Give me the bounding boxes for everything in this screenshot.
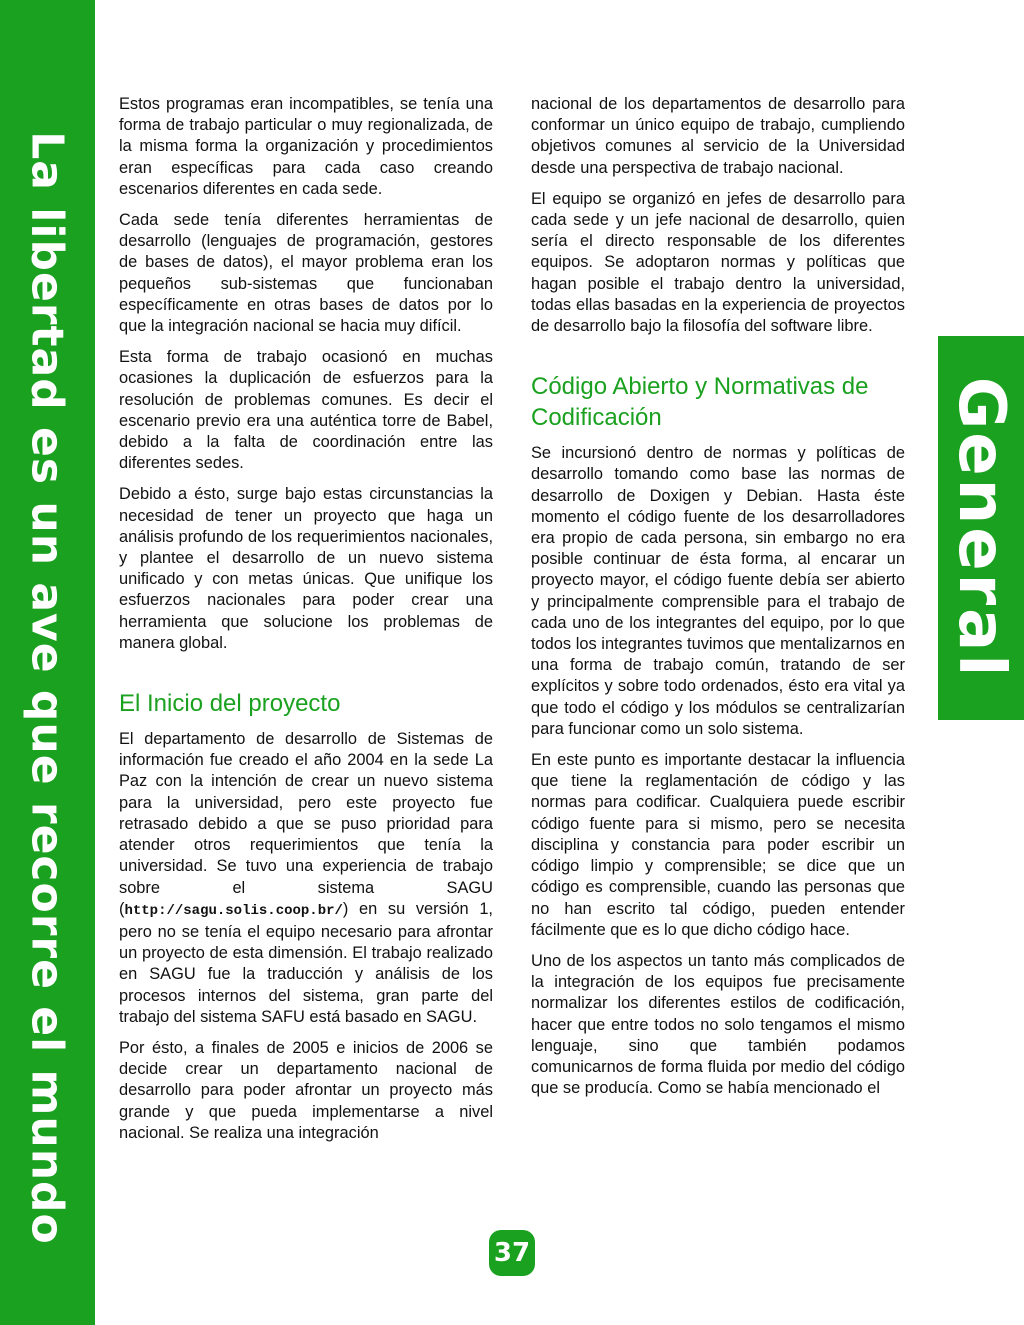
paragraph: El equipo se organizó en jefes de desarrollo para cada sede y un jefe nacional de desarrollo, quien sería el directo responsable de los diferentes equipos. Se adoptaron normas y políticas que hagan posible el trabajo dentro la universidad, todas ellas basadas en la experiencia de proyectos de desarrollo bajo la filosofía del software libre. (531, 189, 905, 336)
section-heading: El Inicio del proyecto (119, 690, 341, 718)
left-column (119, 94, 493, 1154)
section-tab (938, 336, 1024, 720)
sidebar-motto: La libertad es un ave que recorre el mundo (21, 131, 73, 1245)
left-sidebar-band (0, 0, 95, 1325)
right-column (531, 94, 905, 1109)
paragraph: Esta forma de trabajo ocasionó en muchas ocasiones la duplicación de esfuerzos para la resolución de problemas comunes. Es decir el escenario previo era una auténtica torre de Babel, debido a la falta de coordinación entre las diferentes sedes. (119, 348, 493, 473)
paragraph: Uno de los aspectos un tanto más complicados de la integración de los equipos fue precisamente normalizar los diferentes estilos de codificación, hacer que entre todos no solo tengamos el mismo lenguaje, sino que también podamos comunicarnos de forma fluida por medio del código que se producía. Como se había mencionado el (531, 951, 905, 1098)
paragraph: Por ésto, a finales de 2005 e inicios de 2006 se decide crear un departamento nacional de desarrollo para poder afrontar un proyecto más grande y que pueda implementarse a nivel nacional. Se realiza una integración (119, 1038, 493, 1142)
paragraph: Se incursionó dentro de normas y políticas de desarrollo tomando como base las normas de desarrollo de Doxigen y Debian. Hasta éste momento el código fuente de los desarrolladores era propio de cada persona, sin embargo no era posible continuar de ésta forma, al encarar un proyecto mayor, el código fuente debía ser abierto y principalmente comprensible para el trabajo de cada uno de los integrantes del equipo, por lo que todos los integrantes tuvimos que mentalizarnos en una forma de trabajo común, tratando de ser explícitos y sobre todo ordenados, ésto era vital ya que todo el código y los módulos se centralizarían para funcionar como un solo sistema. (531, 444, 905, 738)
paragraph: Cada sede tenía diferentes herramientas de desarrollo (lenguajes de programación, gestores de bases de datos), el mayor problema eran los pequeños sub-sistemas que funcionaban específicamente en otras bases de datos por lo que la integración nacional se hacia muy difícil. (119, 211, 493, 336)
sagu-url-link[interactable]: http://sagu.solis.coop.br/ (124, 902, 343, 919)
paragraph (119, 729, 493, 1028)
page-number-badge: 37 (489, 1230, 535, 1276)
paragraph: Debido a ésto, surge bajo estas circunstancias la necesidad de tener un proyecto que haga un análisis profundo de los requerimientos nacionales, y plantee el desarrollo de un nuevo sistema unificado y con metas únicas. Que unifique los esfuerzos nacionales para poder crear una herramienta que solucione los problemas de manera global. (119, 485, 493, 652)
paragraph-text: El departamento de desarrollo de Sistemas de información fue creado el año 2004 en la sede La Paz con la intención de crear un nuevo sistema para la universidad, pero este proyecto fue retrasado debido a que se puso prioridad para atender otros requerimientos que tenía la universidad. Se tuvo una experiencia de trabajo sobre el sistema SAGU ( (119, 730, 493, 918)
section-tab-label: General (944, 376, 1018, 680)
section-heading: Código Abierto y Normativas de Codificación (531, 373, 869, 432)
paragraph: En este punto es importante destacar la influencia que tiene la reglamentación de código y las normas para codificar. Cualquiera puede escribir código fuente para si mismo, pero se necesita disciplina y constancia para poder escribir un código limpio y comprensible; se dice que un código es comprensible, cuando las personas que no han escrito tal código, pueden entender fácilmente que es lo que dicho código hace. (531, 751, 905, 939)
paragraph: nacional de los departamentos de desarrollo para conformar un único equipo de trabajo, cumpliendo objetivos comunes al servicio de la Universidad desde una perspectiva de trabajo nacional. (531, 95, 905, 177)
paragraph-text: ) en su versión 1, pero no se tenía el equipo necesario para afrontar un proyecto de esta dimensión. El trabajo realizado en SAGU fue la traducción y análisis de los procesos internos del sistema, gran parte del trabajo del sistema SAFU está basado en SAGU. (119, 899, 493, 1026)
paragraph: Estos programas eran incompatibles, se tenía una forma de trabajo particular o muy regionalizada, de la misma forma la organización y procedimientos eran específicas para cada caso creando escenarios diferentes en cada sede. (119, 95, 493, 198)
